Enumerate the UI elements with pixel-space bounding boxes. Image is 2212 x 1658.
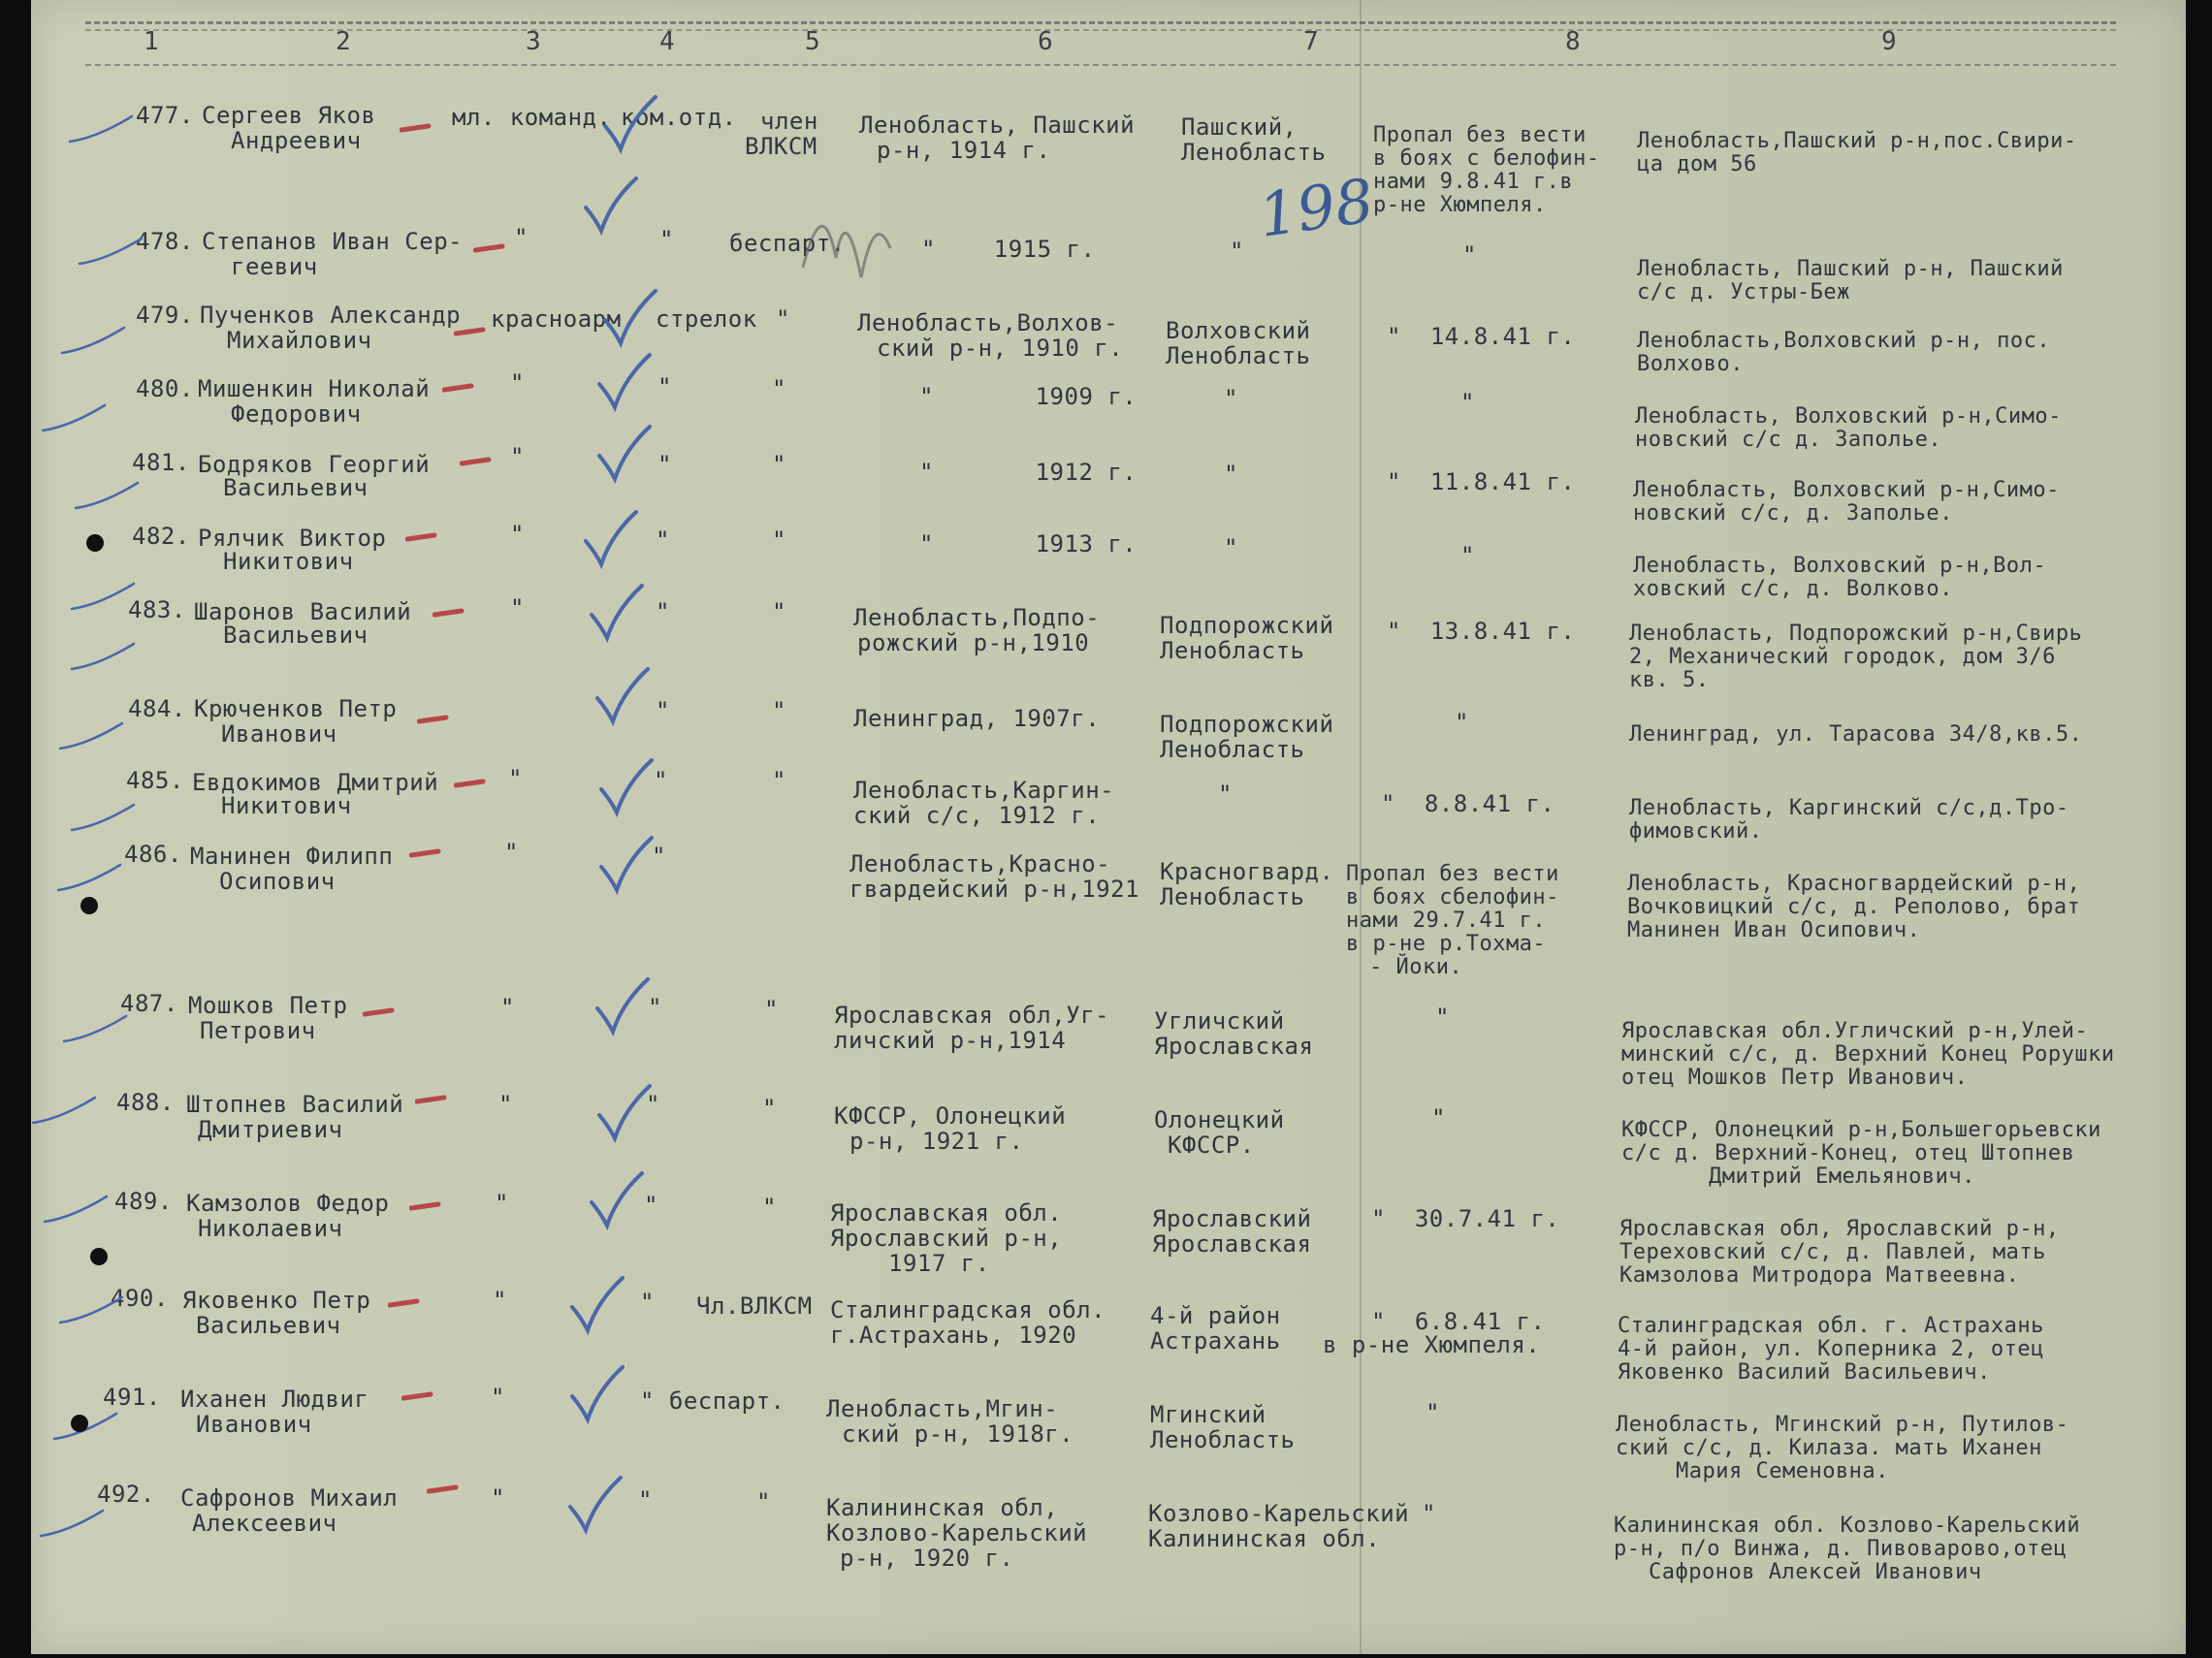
birth-place: Ленобласть,Волхов-	[857, 309, 1119, 336]
address: Ленобласть,Волховский р-н, пос.	[1637, 329, 2051, 353]
fate: "	[1460, 542, 1475, 569]
checkmark-icon	[568, 1274, 626, 1336]
party: "	[772, 598, 786, 625]
address: Ярославская обл.Угличский р-н,Улей-	[1621, 1019, 2089, 1043]
party: "	[756, 1488, 771, 1515]
ink-blot	[87, 1245, 111, 1268]
checkmark-icon	[568, 1363, 626, 1425]
red-dash-mark	[473, 242, 506, 254]
row-number: 488.	[116, 1089, 175, 1116]
party: ВЛКСМ	[745, 133, 817, 160]
fate: нами 9.8.41 г.в	[1373, 170, 1574, 194]
checkmark-icon	[593, 975, 652, 1037]
address: минский с/с, д. Верхний Конец Рорушки	[1621, 1042, 2115, 1067]
birth-place: рожский р-н,1910	[857, 629, 1090, 656]
birth-place: ский р-н, 1918г.	[842, 1420, 1074, 1448]
position: "	[644, 1192, 658, 1219]
address: 4-й район, ул. Коперника 2, отец	[1618, 1337, 2044, 1361]
party: "	[764, 996, 779, 1023]
address: Ленобласть, Каргинский с/с,д.Тро-	[1629, 796, 2069, 820]
address: с/с д. Верхний-Конец, отец Штопнев	[1621, 1141, 2075, 1165]
column-number: 7	[1303, 27, 1319, 56]
row-number: 484.	[128, 695, 186, 722]
address: Манинен Иван Осипович.	[1627, 918, 1921, 942]
district: Ленобласть	[1160, 883, 1305, 910]
margin-tick-icon	[74, 475, 142, 514]
rank: "	[495, 1190, 509, 1217]
address: КФССР, Олонецкий р-н,Большегорьевски	[1621, 1118, 2101, 1142]
rank: "	[514, 224, 529, 251]
party: "	[772, 451, 786, 478]
birth-place: " 1909 г.	[919, 383, 1138, 410]
checkmark-icon	[588, 1169, 646, 1231]
checkmark-icon	[595, 1082, 654, 1144]
person-patronymic: Петрович	[200, 1017, 316, 1044]
birth-place: гвардейский р-н,1921	[850, 876, 1139, 903]
address: Ярославская обл, Ярославский р-н,	[1619, 1217, 2060, 1241]
birth-place: р-н, 1914 г.	[877, 137, 1051, 164]
birth-place: " 1913 г.	[919, 530, 1138, 558]
address: Мария Семеновна.	[1676, 1459, 1889, 1483]
district: Угличский	[1154, 1007, 1285, 1035]
district: Олонецкий	[1154, 1106, 1285, 1133]
address: ховский с/с, д. Волково.	[1633, 577, 1953, 601]
district: Пашский,	[1181, 113, 1298, 141]
margin-tick-icon	[58, 1290, 126, 1328]
fate: р-не Хюмпеля.	[1373, 193, 1547, 217]
party: "	[776, 305, 790, 333]
margin-tick-icon	[31, 1090, 99, 1129]
district: Красногвард.	[1160, 858, 1334, 885]
fate: "	[1426, 1399, 1440, 1426]
position: "	[654, 767, 668, 794]
red-dash-mark	[427, 1483, 460, 1495]
ink-blot	[78, 894, 101, 917]
row-number: 477.	[136, 102, 194, 129]
birth-place: Ярославская обл,Уг-	[834, 1002, 1110, 1029]
birth-place: " 1912 г.	[919, 459, 1138, 486]
margin-tick-icon	[60, 320, 128, 359]
row-number: 492.	[97, 1481, 155, 1508]
red-dash-mark	[405, 531, 438, 543]
person-patronymic: геевич	[231, 253, 318, 280]
top-rule	[85, 21, 2116, 24]
party: "	[772, 767, 786, 794]
address: р-н, п/о Винжа, д. Пивоварово,отец	[1614, 1537, 2068, 1561]
position: "	[638, 1486, 653, 1514]
ink-blot	[83, 531, 107, 555]
row-number: 487.	[120, 990, 178, 1017]
rank: "	[510, 443, 525, 470]
checkmark-icon	[601, 93, 659, 155]
birth-place: р-н, 1921 г.	[850, 1128, 1024, 1155]
fate: в р-не р.Тохма-	[1346, 932, 1547, 956]
fate: "	[1422, 1500, 1436, 1527]
column-number: 3	[526, 27, 541, 56]
margin-tick-icon	[58, 716, 126, 754]
margin-tick-icon	[43, 1189, 111, 1228]
person-patronymic: Алексеевич	[192, 1510, 337, 1537]
column-number: 6	[1038, 27, 1053, 56]
party: "	[762, 1095, 777, 1122]
fate: " 8.8.41 г.	[1381, 790, 1555, 817]
address: Тереховский с/с, д. Павлей, мать	[1619, 1240, 2046, 1264]
person-patronymic: Иванович	[221, 720, 337, 748]
fate: в боях сбелофин-	[1346, 885, 1559, 909]
district: Волховский	[1166, 317, 1311, 344]
address: отец Мошков Петр Иванович.	[1621, 1066, 1969, 1090]
birth-place: ский р-н, 1910 г.	[877, 335, 1124, 362]
district: Астрахань	[1150, 1327, 1281, 1355]
fate: "	[1431, 1104, 1446, 1132]
column-number: 9	[1881, 27, 1897, 56]
row-number: 480.	[136, 375, 194, 402]
row-number: 486.	[124, 841, 182, 868]
red-dash-mark	[442, 382, 475, 394]
rank: красноарм.	[491, 305, 636, 333]
district: Ленобласть	[1160, 736, 1305, 763]
district: Ярославская	[1154, 1033, 1314, 1060]
fate: "	[1455, 709, 1469, 736]
person-name: Камзолов Федор	[186, 1190, 390, 1217]
person-patronymic: Андреевич	[231, 127, 362, 154]
person-name: Манинен Филипп	[190, 843, 394, 870]
person-name: Сергеев Яков	[202, 102, 376, 129]
address: Ленобласть, Волховский р-н,Симо-	[1635, 404, 2062, 429]
person-patronymic: Никитович	[223, 548, 354, 575]
position: "	[656, 697, 670, 724]
party: "	[762, 1194, 777, 1221]
row-number: 481.	[132, 449, 190, 476]
person-patronymic: Николаевич	[198, 1215, 343, 1242]
rank: мл. команд.	[452, 104, 612, 131]
red-dash-mark	[415, 1094, 448, 1105]
row-number: 479.	[136, 302, 194, 329]
person-name: Степанов Иван Сер-	[202, 228, 464, 255]
red-dash-mark	[454, 778, 487, 789]
rank: "	[510, 521, 525, 548]
birth-place: Козлово-Карельский	[826, 1519, 1088, 1546]
birth-place: ский с/с, 1912 г.	[853, 802, 1101, 829]
checkmark-icon	[566, 1474, 625, 1536]
party: "	[772, 697, 786, 724]
column-number: 8	[1565, 27, 1581, 56]
checkmark-icon	[582, 508, 640, 570]
fate: " 6.8.41 г.	[1371, 1308, 1546, 1335]
margin-tick-icon	[62, 1008, 130, 1047]
margin-tick-icon	[41, 398, 109, 436]
person-patronymic: Иванович	[196, 1411, 312, 1438]
district: 4-й район	[1150, 1302, 1281, 1329]
fate: Пропал без вести	[1373, 123, 1587, 147]
district: Ленобласть	[1160, 637, 1305, 664]
fate: " 11.8.41 г.	[1387, 468, 1576, 495]
fate: в боях с белофин-	[1373, 146, 1600, 171]
ink-blot	[68, 1412, 91, 1435]
fate: в р-не Хюмпеля.	[1323, 1331, 1541, 1358]
person-patronymic: Дмитриевич	[198, 1116, 343, 1143]
birth-place: Ленобласть,Подпо-	[853, 604, 1101, 631]
fate: нами 29.7.41 г.	[1346, 909, 1547, 933]
fate: " 13.8.41 г.	[1387, 618, 1576, 645]
position: "	[646, 1091, 660, 1118]
scribble-mark	[793, 180, 900, 297]
district: "	[1218, 781, 1233, 808]
address: кв. 5.	[1629, 668, 1710, 692]
position: "	[657, 451, 672, 478]
district: Подпорожский	[1160, 711, 1334, 738]
birth-place: " 1915 г.	[921, 236, 1096, 263]
checkmark-icon	[601, 287, 659, 349]
row-number: 483.	[128, 596, 186, 623]
red-dash-mark	[363, 1006, 396, 1018]
district: "	[1224, 534, 1238, 561]
position: "	[640, 1289, 655, 1316]
district: Козлово-Карельский	[1148, 1500, 1410, 1527]
red-dash-mark	[409, 847, 442, 859]
district: Калининская обл.	[1148, 1525, 1381, 1552]
birth-place: Ярославский р-н,	[830, 1225, 1063, 1252]
birth-place: Ленобласть,Мгин-	[826, 1395, 1059, 1422]
rank: "	[504, 839, 519, 866]
margin-tick-icon	[68, 109, 136, 147]
birth-place: Ленобласть,Красно-	[850, 850, 1111, 877]
person-name: Бодряков Георгий	[198, 451, 431, 478]
position: "	[648, 994, 662, 1021]
rank: "	[510, 594, 525, 622]
margin-tick-icon	[70, 797, 138, 836]
district: Ярославская	[1152, 1230, 1312, 1258]
red-dash-mark	[433, 607, 465, 619]
person-patronymic: Осипович	[219, 868, 336, 895]
district: Подпорожский	[1160, 612, 1334, 639]
rank: "	[508, 765, 523, 792]
address: Камзолова Митродора Матвеевна.	[1619, 1263, 2020, 1288]
birth-place: Калининская обл,	[826, 1494, 1059, 1521]
row-number: 489.	[114, 1188, 173, 1215]
margin-tick-icon	[78, 231, 145, 270]
red-dash-mark	[460, 456, 493, 467]
red-dash-mark	[454, 326, 487, 337]
person-name: Иханен Людвиг	[180, 1386, 369, 1413]
address: Сафронов Алексей Иванович	[1649, 1560, 1982, 1584]
position: "	[657, 373, 672, 400]
column-number: 1	[144, 27, 159, 56]
rank: "	[491, 1384, 505, 1411]
address: Сталинградская обл. г. Астрахань	[1618, 1314, 2044, 1338]
checkmark-icon	[595, 423, 654, 485]
red-dash-mark	[409, 1200, 442, 1212]
address: Ленобласть, Мгинский р-н, Путилов-	[1616, 1413, 2069, 1437]
position: ком.отд.	[621, 104, 737, 131]
district: Мгинский	[1150, 1401, 1266, 1428]
birth-place: Ленобласть, Пашский	[859, 112, 1136, 139]
person-name: Шаронов Василий	[194, 598, 412, 625]
column-header-rule	[85, 64, 2116, 66]
position: "	[656, 526, 670, 554]
address: Волхово.	[1637, 352, 1744, 376]
position: стрелок	[656, 305, 757, 333]
person-patronymic: Федорович	[231, 400, 362, 428]
rank: "	[498, 1091, 513, 1118]
address: Ленобласть, Красногвардейский р-н,	[1627, 872, 2081, 896]
row-number: 491.	[103, 1384, 161, 1411]
rank: "	[500, 994, 515, 1021]
row-number: 482.	[132, 523, 190, 550]
rank: "	[493, 1287, 507, 1314]
red-dash-mark	[400, 122, 433, 134]
handwritten-note: 198	[1254, 165, 1378, 251]
birth-place: 1917 г.	[888, 1250, 990, 1277]
birth-place: р-н, 1920 г.	[840, 1545, 1014, 1572]
person-patronymic: Васильевич	[196, 1312, 341, 1339]
person-name: Крюченков Петр	[194, 695, 398, 722]
party: "	[772, 526, 786, 554]
person-name: Евдокимов Дмитрий	[192, 769, 439, 796]
red-dash-mark	[417, 714, 450, 725]
party: Чл.ВЛКСМ	[696, 1292, 813, 1320]
checkmark-icon	[595, 351, 654, 413]
person-patronymic: Никитович	[221, 792, 352, 819]
birth-place: Ярославская обл.	[830, 1199, 1063, 1227]
row-number: 478.	[136, 228, 194, 255]
column-number: 5	[805, 27, 820, 56]
fate: - Йоки.	[1369, 955, 1463, 979]
district: Ярославский	[1152, 1205, 1312, 1232]
checkmark-icon	[597, 834, 656, 896]
person-name: Рялчик Виктор	[198, 525, 387, 552]
row-number: 490.	[111, 1285, 169, 1312]
column-number: 4	[659, 27, 675, 56]
address: ца дом 56	[1637, 152, 1757, 176]
checkmark-icon	[593, 665, 652, 727]
red-dash-mark	[388, 1297, 421, 1309]
party: член	[760, 108, 818, 135]
person-patronymic: Васильевич	[223, 474, 369, 501]
fate: " 30.7.41 г.	[1371, 1205, 1560, 1232]
fate: " 14.8.41 г.	[1387, 323, 1576, 350]
checkmark-icon	[582, 175, 640, 237]
margin-tick-icon	[56, 857, 124, 896]
person-name: Яковенко Петр	[182, 1287, 371, 1314]
position: "	[652, 843, 666, 870]
margin-tick-icon	[39, 1503, 107, 1542]
fate: "	[1462, 241, 1477, 269]
district: "	[1224, 385, 1238, 412]
address: Ленинград, ул. Тарасова 34/8,кв.5.	[1629, 722, 2083, 747]
margin-tick-icon	[70, 636, 138, 675]
birth-place: КФССР, Олонецкий	[834, 1102, 1067, 1130]
district: Ленобласть	[1166, 342, 1311, 369]
rank: "	[510, 369, 525, 397]
address: с/с д. Устры-Беж	[1637, 280, 1850, 304]
address: фимовский.	[1629, 819, 1763, 844]
district: "	[1224, 461, 1238, 488]
district: "	[1230, 238, 1244, 265]
birth-place: личский р-н,1914	[834, 1027, 1067, 1054]
address: Калининская обл. Козлово-Карельский	[1614, 1514, 2081, 1538]
address: ский с/с, д. Килаза. мать Иханен	[1616, 1436, 2042, 1460]
red-dash-mark	[401, 1390, 434, 1402]
position: "	[656, 598, 670, 625]
row-number: 485.	[126, 767, 184, 794]
address: Ленобласть, Волховский р-н,Симо-	[1633, 478, 2060, 502]
address: Ленобласть, Волховский р-н,Вол-	[1633, 554, 2047, 578]
birth-place: г.Астрахань, 1920	[830, 1322, 1077, 1349]
party: беспарт.	[729, 230, 846, 257]
position: "	[659, 226, 674, 253]
address: Ленобласть, Подпорожский р-н,Свирь	[1629, 622, 2083, 646]
address: Яковенко Василий Васильевич.	[1618, 1360, 1991, 1385]
rank: "	[491, 1484, 505, 1512]
address: новский с/с, д. Заполье.	[1633, 501, 1953, 526]
checkmark-icon	[597, 756, 656, 818]
fate: Пропал без вести	[1346, 862, 1559, 886]
person-name: Пученков Александр	[200, 302, 462, 329]
address: Ленобласть, Пашский р-н, Пашский	[1637, 257, 2064, 281]
page-fold	[1360, 0, 1362, 1654]
address: новский с/с д. Заполье.	[1635, 428, 1942, 452]
position: " беспарт.	[640, 1387, 785, 1415]
district: Ленобласть	[1181, 139, 1327, 166]
person-name: Сафронов Михаил	[180, 1484, 399, 1512]
district: КФССР.	[1168, 1132, 1255, 1159]
fate: "	[1435, 1004, 1450, 1031]
district: Ленобласть	[1150, 1426, 1296, 1453]
person-patronymic: Михайлович	[227, 327, 372, 354]
person-name: Штопнев Василий	[186, 1091, 404, 1118]
birth-place: Ленинград, 1907г.	[853, 705, 1101, 732]
address: Ленобласть,Пашский р-н,пос.Свири-	[1637, 129, 2077, 153]
birth-place: Ленобласть,Каргин-	[853, 777, 1115, 804]
margin-tick-icon	[70, 576, 138, 615]
address: 2, Механический городок, дом 3/6	[1629, 645, 2056, 669]
address: Вочковицкий с/с, д. Реполово, брат	[1627, 895, 2081, 919]
person-name: Мишенкин Николай	[198, 375, 431, 402]
party: "	[772, 375, 786, 402]
person-patronymic: Васильевич	[223, 622, 369, 649]
address: Дмитрий Емельянович.	[1709, 1164, 1975, 1189]
checkmark-icon	[588, 582, 646, 644]
top-rule-2	[85, 29, 2116, 31]
fate: "	[1460, 389, 1475, 416]
person-name: Мошков Петр	[188, 992, 348, 1019]
birth-place: Сталинградская обл.	[830, 1296, 1106, 1323]
column-number: 2	[336, 27, 351, 56]
